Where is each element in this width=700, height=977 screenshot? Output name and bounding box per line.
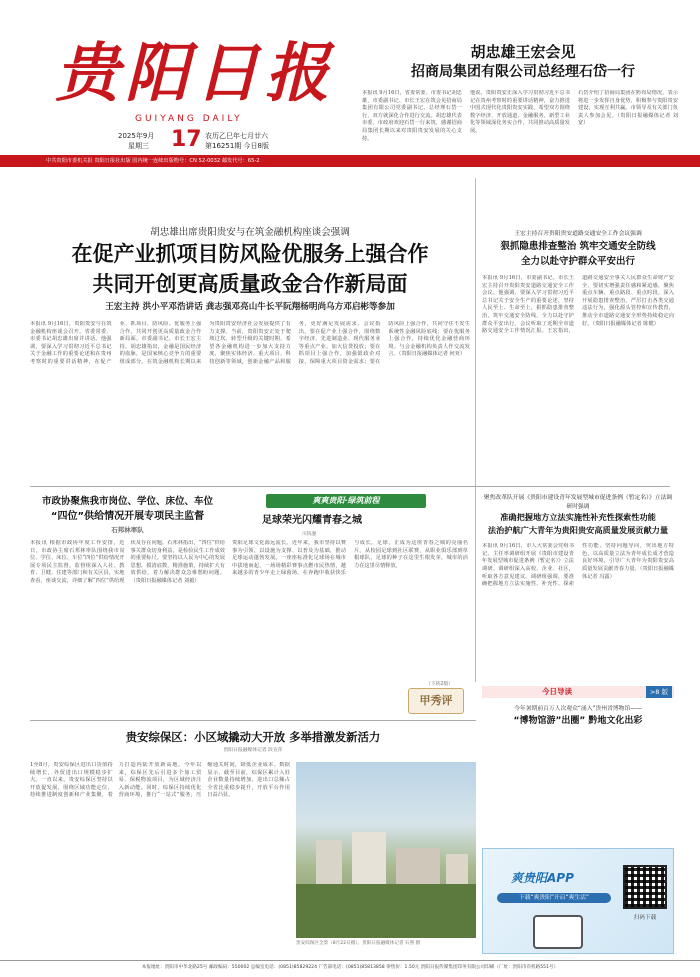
top-story — [362, 42, 678, 154]
guide-header — [482, 686, 674, 698]
photo-building-3 — [396, 848, 440, 886]
bottom-story — [30, 728, 476, 954]
feature-column-tag — [266, 494, 426, 508]
app-slogan: 下载“爽贵阳”开启“爽生活” — [497, 893, 611, 903]
masthead-banner-text: 中共贵阳市委机关报 贵阳日报社出版 国内统一连续出版物号：CN 52-0032 邮发代号：65-2 — [46, 158, 260, 164]
app-phone-graphic — [533, 915, 583, 949]
photo-building-1 — [316, 840, 342, 886]
bottom-story-title: 贵安综保区：小区域撬动大开放 多举措激发新活力 — [125, 730, 381, 744]
feature-continued: （下转2版） — [426, 682, 454, 687]
right-story-title-1: 狠抓隐患排查整治 筑牢交通安全防线 — [500, 241, 656, 252]
app-qr-label: 扫码下载 — [633, 915, 657, 921]
feature-column-title: 爽爽贵阳·绿筑前程 — [312, 496, 380, 505]
feature-byline: 川钱强 — [302, 532, 317, 537]
top-story-col-1: 本报讯 9月16日，省委常委、市委书记胡忠雄，市委副书记、市长王宏在筑会见招商局集团有限公司党委副书记、总经理石岱一行，双方就深化合作进行交流。胡忠雄代表市委、市政府欢迎石岱一行来筑，感谢招商局集团长期以来对贵阳贵安发展的关心支持。 — [362, 90, 462, 142]
right-middle-title-2: 法治护航广大青年为贵阳贵安高质量发展贡献力量 — [487, 525, 669, 536]
app-qr-code[interactable] — [623, 865, 667, 909]
guide-label: 今日导读 — [542, 687, 572, 696]
feature-seal-text: 甲秀评 — [419, 694, 453, 707]
footer-text: 本报地址：贵阳市中华北路25号 邮政编码：550002 总编室电话：(0851)85829224 广告部电话：(0851)85813858 零售价：1.50元 贵阳日报传媒集团印务有限公司印刷（厂址：贵阳市有机路551号） — [141, 965, 559, 970]
app-name: 爽贵阳APP — [511, 871, 574, 885]
masthead-banner — [0, 155, 700, 167]
photo-ground — [296, 884, 476, 938]
middle-left-title-2: “四位”供给情况开展专项民主监督 — [50, 511, 205, 522]
today-guide — [482, 686, 674, 748]
lead-story-body: 本报讯 9月16日，贵阳贵安与在筑金融机构座谈会召开。省委常委、市委书记胡忠雄出席并讲话。他强调，要深入学习贯彻习近平总书记关于金融工作的重要论述和在贵州考察时的重要讲话精神，在促产业、抓项目、防风险、优服务上强合作，共同开创更高质量政金合作新局面。市委副书记、市长王宏主持。胡忠雄指出，金融是国民经济的血脉，是国家核心竞争力的重要组成部分。在筑金融机构长期以来为贵阳贵安经济社会发展提供了有力支撑。当前，贵阳贵安正处于爬坡过坎、转型升级的关键时期，希望各金融机构进一步加大支持力度，聚焦实体经济、重大项目、科技创新等领域，创新金融产品和服务，更好满足发展需求。会议指出，要在促产业上强合作，围绕数字经济、先进制造业、现代服务业等重点产业，加大信贷投放；要在抓项目上强合作，加强银政企对接，保障重大项目资金需求；要在防风险上强合作，共同守住不发生系统性金融风险底线；要在优服务上强合作，持续优化金融营商环境。与会金融机构负责人作交流发言。（贵阳日报融媒体记者 何亚） — [30, 321, 470, 365]
bottom-story-photo-caption: 贵安综保区全景（8月22日摄）。贵阳日报融媒体记者 石照 摄 — [296, 941, 421, 946]
photo-building-2 — [352, 832, 386, 886]
masthead-weekday: 星期三 — [128, 142, 149, 150]
masthead-pinyin: GUIYANG DAILY — [135, 114, 243, 124]
lead-story-title-1: 在促产业抓项目防风险优服务上强合作 — [71, 242, 429, 266]
lead-story-title-2: 共同开创更高质量政金合作新局面 — [92, 272, 408, 296]
bottom-story-photo — [296, 762, 476, 938]
middle-left-story — [30, 494, 225, 718]
masthead-lunar: 农历乙巳年七月廿六 — [205, 132, 268, 140]
right-middle-body: 本报讯 9月16日，市人大常委会党组书记、主任率调研组开展《贵阳市建设青年发展型城市促进条例（暂定名）》立法调研。调研组深入高校、企业、社区，听取各方意见建议。调研组强调，要准确把握地方立法实施性、补充性、探索性功能，坚持问题导向，突出地方特色，以高质量立法为青年成长成才营造良好环境，引导广大青年为贵阳贵安高质量发展贡献青春力量。（贵阳日报融媒体记者 冯露） — [482, 543, 674, 588]
middle-left-title-1: 市政协聚焦我市岗位、学位、床位、车位 — [41, 496, 213, 507]
photo-building-4 — [446, 854, 468, 886]
bottom-story-byline: 贵阳日报融媒体记者 段宣萍 — [223, 748, 283, 753]
section-rule-1 — [30, 486, 670, 487]
right-middle-story — [482, 494, 674, 680]
lead-story-subtitle: 王宏主持 洪小平邓浩讲话 龚志强邓亮山牛长平阮翔杨明尚乌方邓启彬等参加 — [105, 302, 395, 312]
guide-item-1[interactable]: 今年暑期前百万人次观众“涌入”贵州省博物馆—— — [514, 706, 642, 712]
feature-seal — [408, 688, 464, 714]
masthead-date: 2025年9月 — [118, 132, 155, 140]
masthead-issue: 第16251期 今日8版 — [205, 142, 269, 150]
column-divider — [475, 178, 476, 682]
right-middle-kicker: 聚焦改革队开展《贵阳市建设青年发展型城市促进条例（暂定名）》立法调研时强调 — [483, 495, 673, 510]
feature-body: 贵阳足球文化源远流长。近年来，我市坚持以赛事为引领、以设施为支撑、以普及为基础，推动足球运动蓬勃发展。一座座标准化足球场在城市中拔地而起，一场场精彩赛事点燃市民热情，越来越多的青少年走上绿茵场，在奔跑中收获快乐与成长。足球，正成为这座青春之城的亮丽名片。从校园足球到社区联赛，从职业俱乐部到草根球队，足球的种子在这里生根发芽，城市的活力在这里尽情释放。 — [232, 540, 468, 577]
lead-story-kicker: 胡忠雄出席贵阳贵安与在筑金融机构座谈会强调 — [150, 227, 350, 238]
middle-left-body: 本报讯 根据市政协年度工作安排，近日，市政协主席石邦林率队围绕我市岗位、学位、床位、车位“四位”供给情况开展专项民主监督。监督组深入人社、教育、卫健、住建等部门和有关区县，实地查看、座谈交流，详细了解“四位”供给现状及存在问题。石邦林指出，“四位”供给事关群众切身利益，是检验民生工作成效的重要标尺。要坚持以人民为中心的发展思想，摸清底数，精准施策，持续扩大有效供给，着力解决群众急难愁盼问题。（贵阳日报融媒体记者 刘毅） — [30, 540, 225, 584]
top-story-title-2: 招商局集团有限公司总经理石岱一行 — [411, 64, 635, 80]
right-story — [482, 230, 674, 486]
top-story-col-3: 石岱介绍了招商局集团在黔布局情况，表示将进一步发挥自身优势，积极参与贵阳贵安建设，实现互利共赢。市领导及有关部门负责人参加会见。（贵阳日报融媒体记者 刘宽） — [578, 90, 678, 127]
footer — [0, 960, 700, 977]
top-story-col-2: 他说，贵阳贵安正深入学习贯彻习近平总书记在贵州考察时的重要讲话精神，奋力推进中国式现代化贵阳贵安实践，希望双方围绕数字经济、开放通道、金融服务、新型工业化等领域深化务实合作，共同推动高质量发展。 — [470, 90, 570, 134]
guide-item-2[interactable]: “博物馆游”出圈” 黔地文化出彩 — [513, 716, 643, 726]
feature-title: 足球荣光闪耀青春之城 — [262, 515, 362, 526]
bottom-story-body: 1至8月，贵安综保区进出口货值持续增长，外贸进出口规模稳步扩大。一直以来，贵安综保区坚持以开放促发展，围绕区域功能定位，持续推进制度创新和产业集聚，着力打造内陆开放新高地。今年以来，综保区先后引进多个加工贸易、保税物流项目，为区域经济注入新动能。同时，综保区持续优化营商环境，推行“一站式”服务，压缩通关时间，降低企业成本。数据显示，截至目前，综保区累计入驻企业数量持续增加，进出口总额占全省比重稳步提升，开放平台作用日益凸显。 — [30, 762, 290, 799]
right-story-title-2: 全力以赴守护群众平安出行 — [520, 256, 635, 267]
masthead-day-number: 17 — [171, 127, 202, 152]
section-rule-2 — [30, 720, 476, 721]
middle-left-byline: 石邦林率队 — [111, 526, 144, 534]
lead-story — [30, 170, 470, 486]
right-story-kicker: 王宏主持召开贵阳贵安道路交通安全工作会议强调 — [514, 231, 642, 237]
top-story-title-1: 胡忠雄王宏会见 — [470, 43, 576, 61]
guide-page: >8 版 — [646, 686, 672, 698]
feature-story — [232, 494, 468, 718]
right-middle-title-1: 准确把握地方立法实施性补充性探索性功能 — [500, 512, 656, 523]
app-box[interactable] — [482, 848, 674, 954]
right-story-body: 本报讯 9月16日，市委副书记、市长王宏主持召开贵阳贵安道路交通安全工作会议。他强调，要深入学习贯彻习近平总书记关于安全生产的重要论述，坚持人民至上、生命至上，狠抓隐患排查整治，筑牢交通安全防线，全力以赴守护群众平安出行。会议听取了近期全市道路交通安全工作情况汇报。王宏指出，道路交通安全事关人民群众生命财产安全，要切实增强责任感和紧迫感，聚焦重点车辆、重点路段、重点时段，深入开展隐患排查整治，严厉打击各类交通违法行为，强化源头管控和宣传教育，推动全市道路交通安全形势持续稳定向好。（贵阳日报融媒体记者 陈健） — [482, 275, 674, 335]
masthead-logo: 贵阳日报 — [55, 36, 335, 111]
